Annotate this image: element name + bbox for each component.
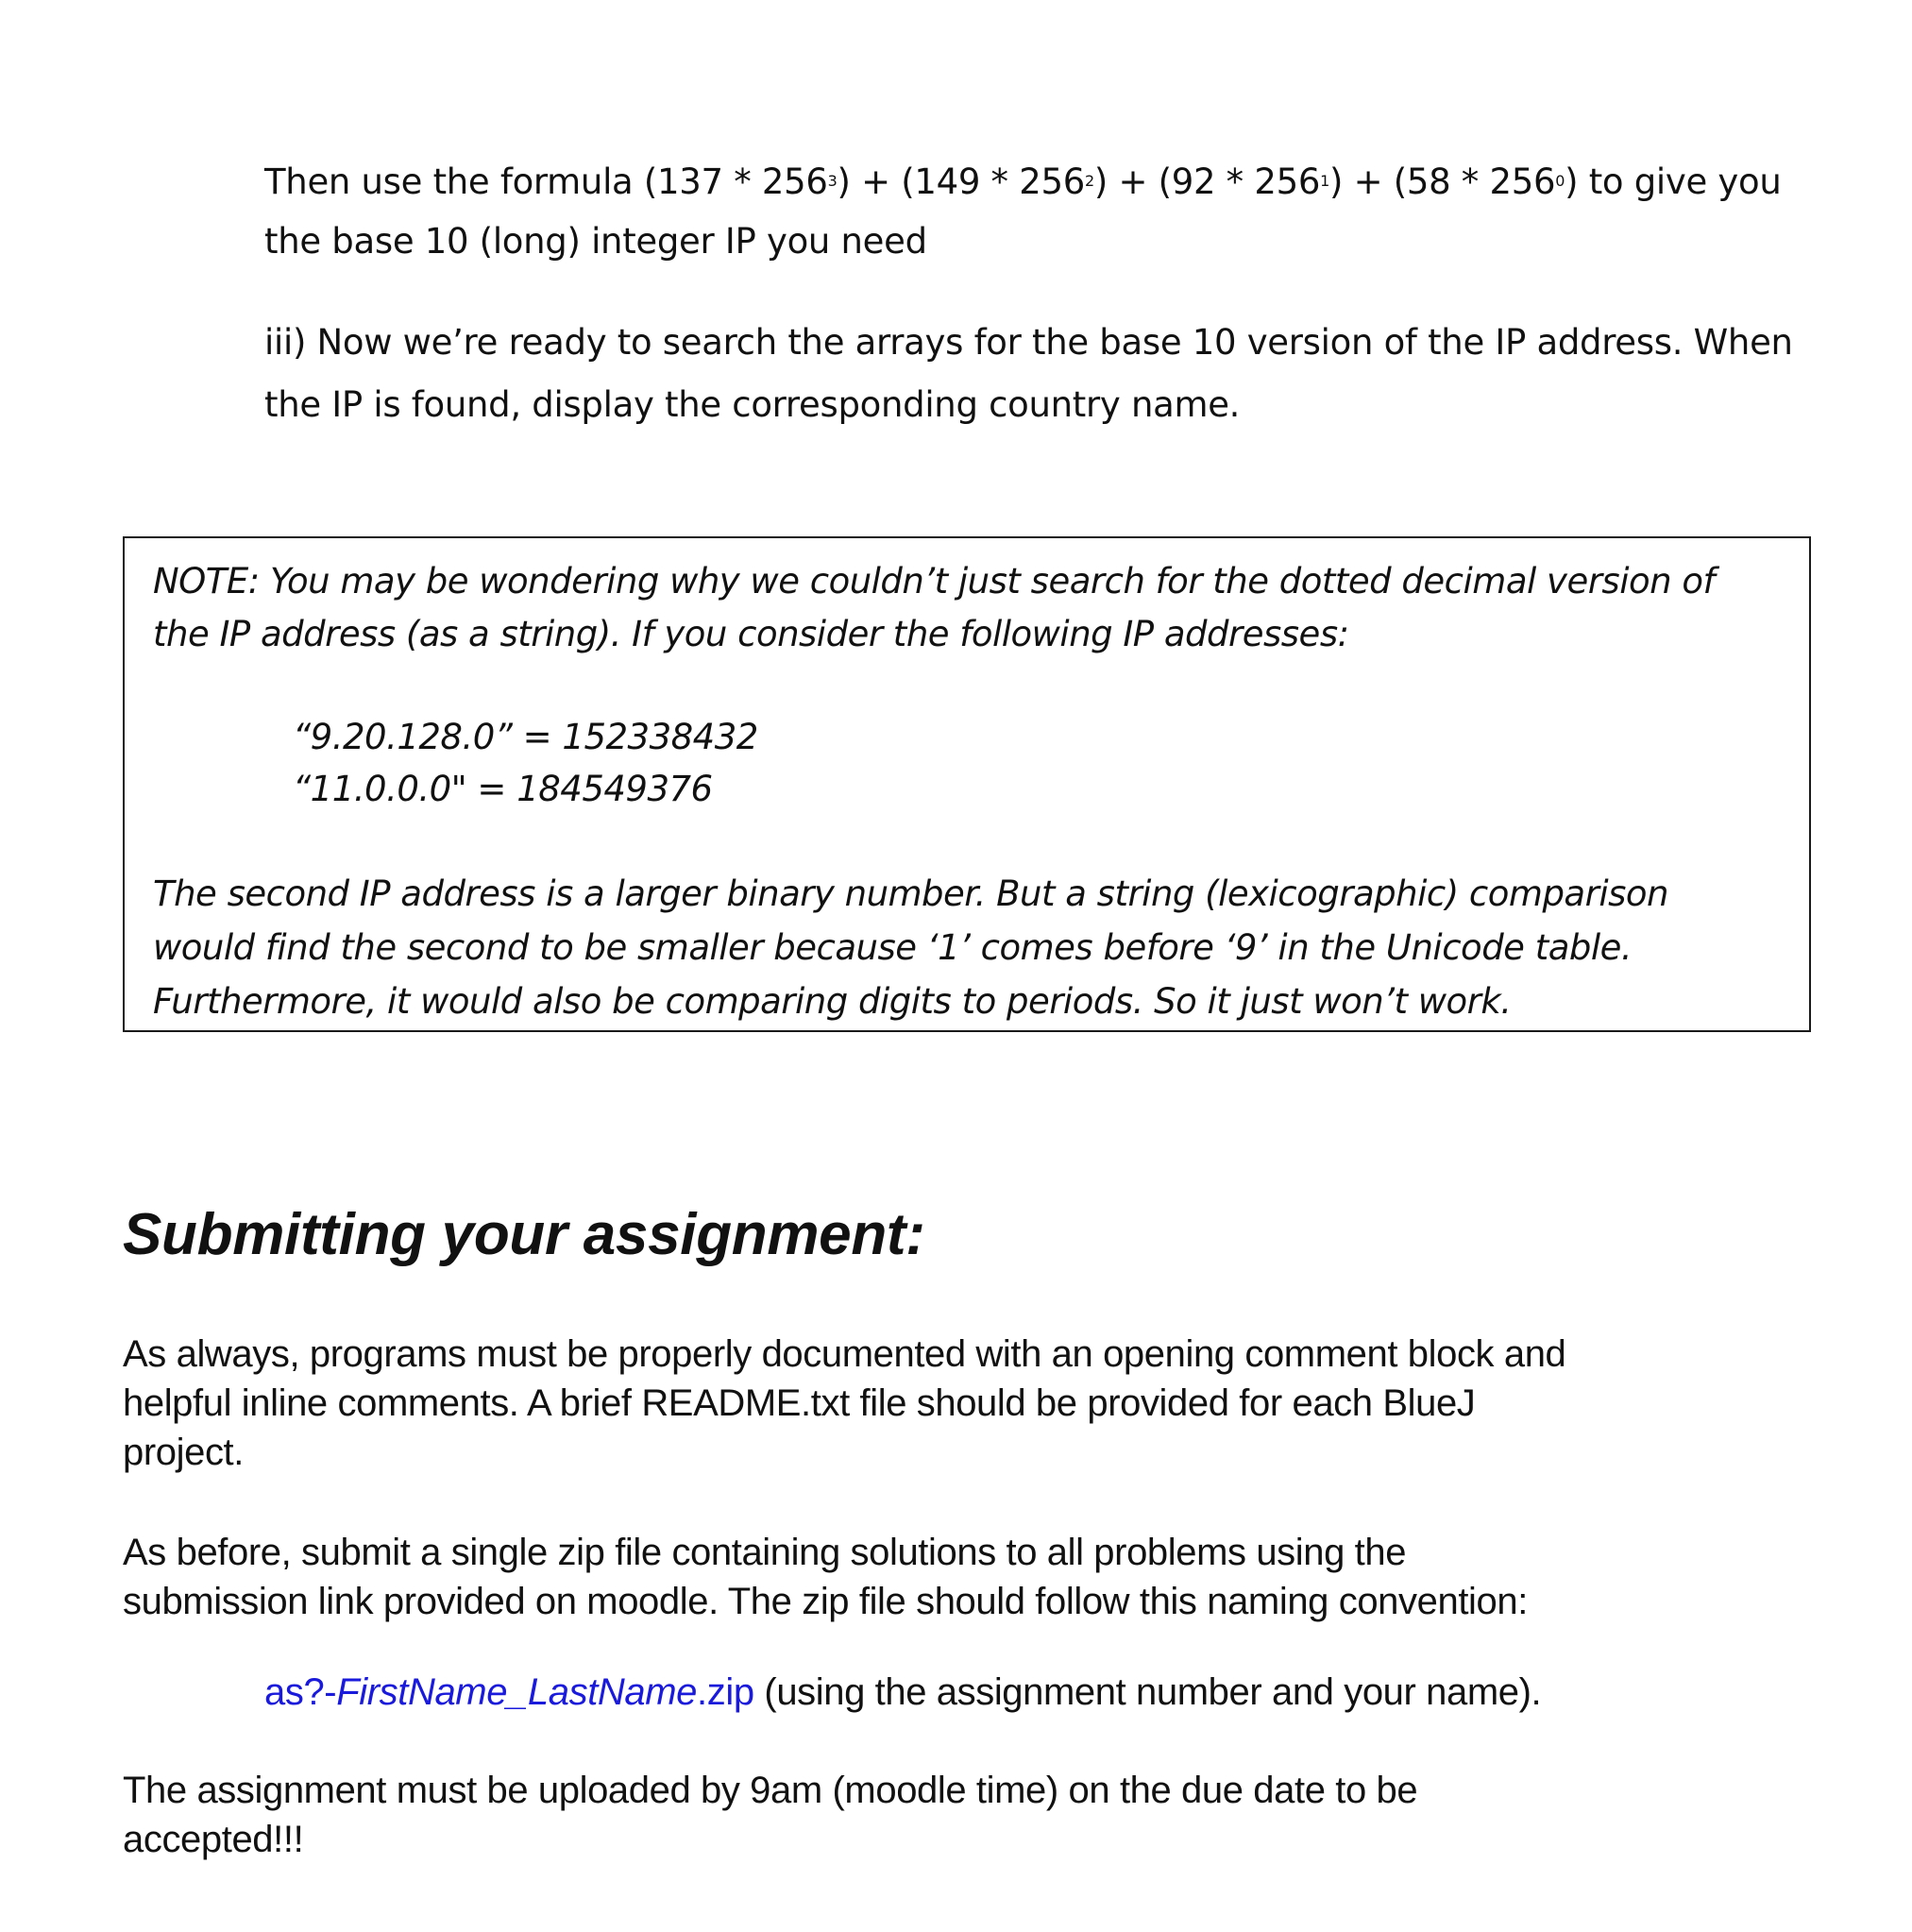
documentation-line-3: project. [123,1432,244,1473]
note-intro-line-1: NOTE: You may be wondering why we couldn’t just search for the dotted decimal version of [153,561,1715,602]
naming-extension: .zip [697,1671,754,1713]
formula-line-1: Then use the formula $(137 * 256^3) + (149 * 256^2) + (92 * 256^1) + (58 * 256^0)$ to give you [264,161,1782,202]
documentation-line-2: helpful inline comments. A brief README.txt file should be provided for each BlueJ [123,1382,1476,1424]
note-explanation-line-1: The second IP address is a larger binary number. But a string (lexicographic) comparison [153,873,1668,914]
note-intro-line-2: the IP address (as a string). If you consider the following IP addresses: [153,614,1349,654]
naming-prefix: as?- [264,1671,337,1713]
step-iii-line-2: the IP is found, display the corresponding country name. [264,384,1241,425]
deadline-line-1: The assignment must be uploaded by 9am (moodle time) on the due date to be [123,1770,1418,1811]
ip-example: “9.20.128.0” = 152338432 [293,717,758,757]
formula-line-2: the base 10 (long) integer IP you need [264,221,927,262]
naming-note: (using the assignment number and your name). [753,1671,1542,1713]
documentation-line-1: As always, programs must be properly documented with an opening comment block and [123,1333,1566,1375]
zip-paragraph [123,1528,1822,1626]
note-box [123,536,1811,1032]
naming-convention [264,1668,1541,1717]
documentation-paragraph [123,1330,1822,1477]
zip-line-2: submission link provided on moodle. The zip file should follow this naming convention: [123,1581,1528,1622]
zip-line-1: As before, submit a single zip file containing solutions to all problems using the [123,1532,1407,1573]
deadline-paragraph [123,1766,1822,1864]
ip-example-list [293,711,758,815]
note-explanation-line-2: would find the second to be smaller because ‘1’ comes before ‘9’ in the Unicode table. [153,927,1633,968]
naming-name-placeholder: FirstName_LastName [336,1671,698,1713]
note-explanation-line-3: Furthermore, it would also be comparing digits to periods. So it just won’t work. [153,981,1512,1022]
step-iii-paragraph [264,312,1841,436]
formula-paragraph [264,156,1832,268]
step-iii-line-1: iii) Now we’re ready to search the arrays for the base 10 version of the IP address. When [264,322,1793,363]
note-intro [153,555,1796,661]
note-explanation [153,867,1796,1028]
section-heading: Submitting your assignment: [123,1202,925,1267]
ip-example: “11.0.0.0" = 184549376 [293,769,713,809]
deadline-line-2: accepted!!! [123,1819,304,1860]
